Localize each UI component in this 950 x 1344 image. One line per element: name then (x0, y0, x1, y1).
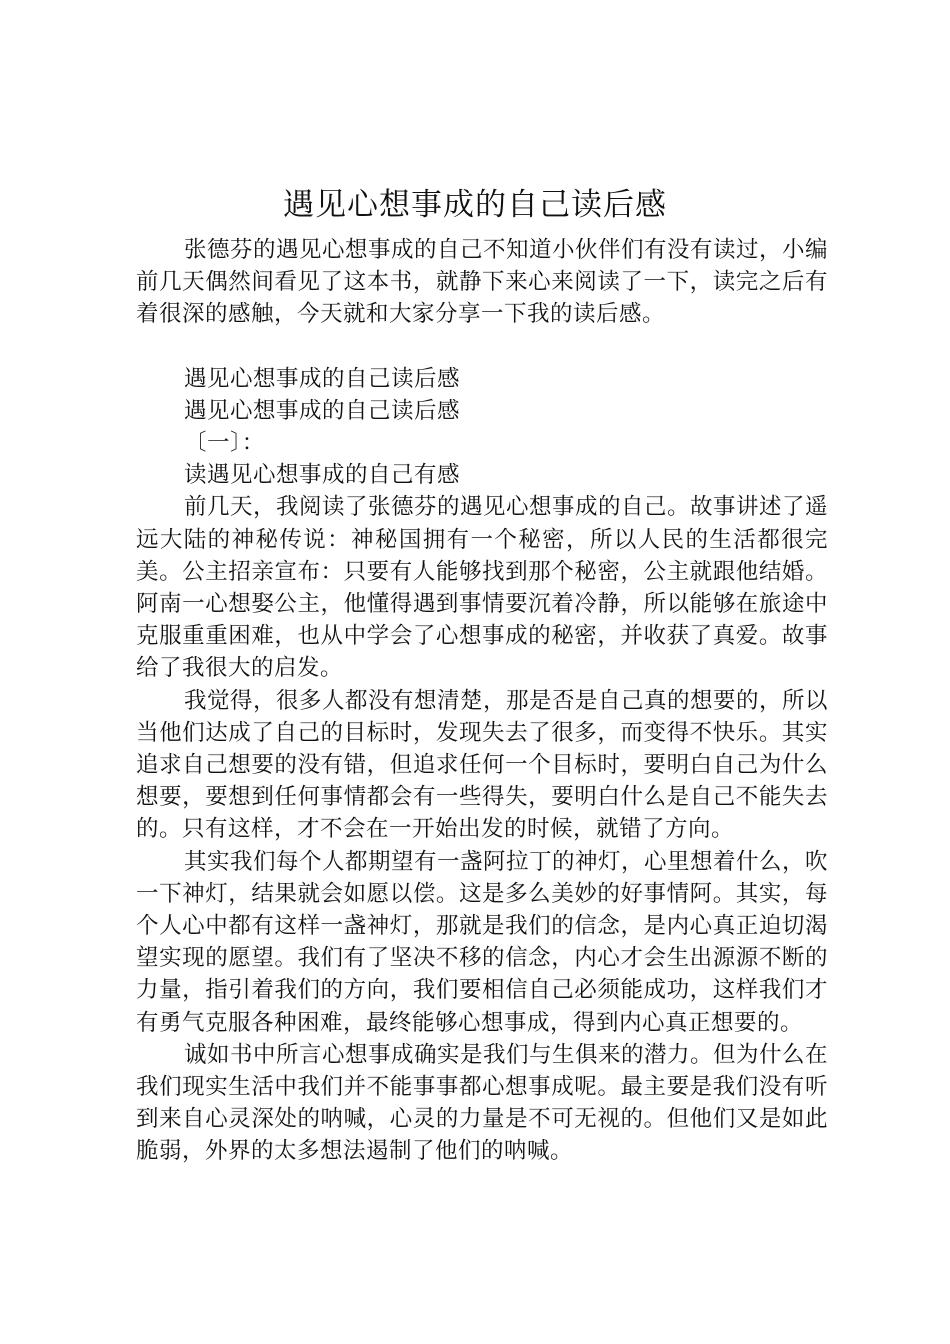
section-number: 〔一〕： (184, 430, 265, 457)
intro-paragraph: 张德芬的遇见心想事成的自己不知道小伙伴们有没有读过，小编前几天偶然间看见了这本书，就静下来心来阅读了一下，读完之后有着很深的感触，今天就和大家分享一下我的读后感。 (136, 237, 829, 328)
document-title: 遇见心想事成的自己读后感 (283, 187, 667, 223)
subheading: 读遇见心想事成的自己有感 (184, 462, 461, 489)
document-body (136, 234, 828, 1168)
body-paragraph-2: 我觉得，很多人都没有想清楚，那是否是自己真的想要的，所以当他们达成了自己的目标时，发现失去了很多，而变得不快乐。其实追求自己想要的没有错，但追求任何一个目标时，要明白自己为什么想要，要想到任何事情都会有一些得失，要明白什么是自己不能失去的。只有这样，才不会在一开始出发的时候，就错了方向。 (136, 687, 829, 843)
paragraph-gap (136, 331, 828, 363)
body-paragraph-1: 前几天，我阅读了张德芬的遇见心想事成的自己。故事讲述了遥远大陆的神秘传说：神秘国拥有一个秘密，所以人民的生活都很完美。公主招亲宣布：只要有人能够找到那个秘密，公主就跟他结婚。阿南一心想娶公主，他懂得遇到事情要沉着冷静，所以能够在旅途中克服重重困难，也从中学会了心想事成的秘密，并收获了真爱。故事给了我很大的启发。 (136, 494, 829, 682)
heading-line-2: 遇见心想事成的自己读后感 (184, 397, 461, 424)
body-paragraph-4: 诚如书中所言心想事成确实是我们与生俱来的潜力。但为什么在我们现实生活中我们并不能事事都心想事成呢。最主要是我们没有听到来自心灵深处的呐喊，心灵的力量是不可无视的。但他们又是如此脆弱，外界的太多想法遏制了他们的呐喊。 (136, 1041, 829, 1165)
heading-line-1: 遇见心想事成的自己读后感 (184, 365, 461, 392)
body-paragraph-3: 其实我们每个人都期望有一盏阿拉丁的神灯，心里想着什么，吹一下神灯，结果就会如愿以偿。这是多么美妙的好事情阿。其实，每个人心中都有这样一盏神灯，那就是我们的信念，是内心真正迫切渴望实现的愿望。我们有了坚决不移的信念，内心才会生出源源不断的力量，指引着我们的方向，我们要相信自己必须能成功，这样我们才有勇气克服各种困难，最终能够心想事成，得到内心真正想要的。 (136, 848, 829, 1036)
